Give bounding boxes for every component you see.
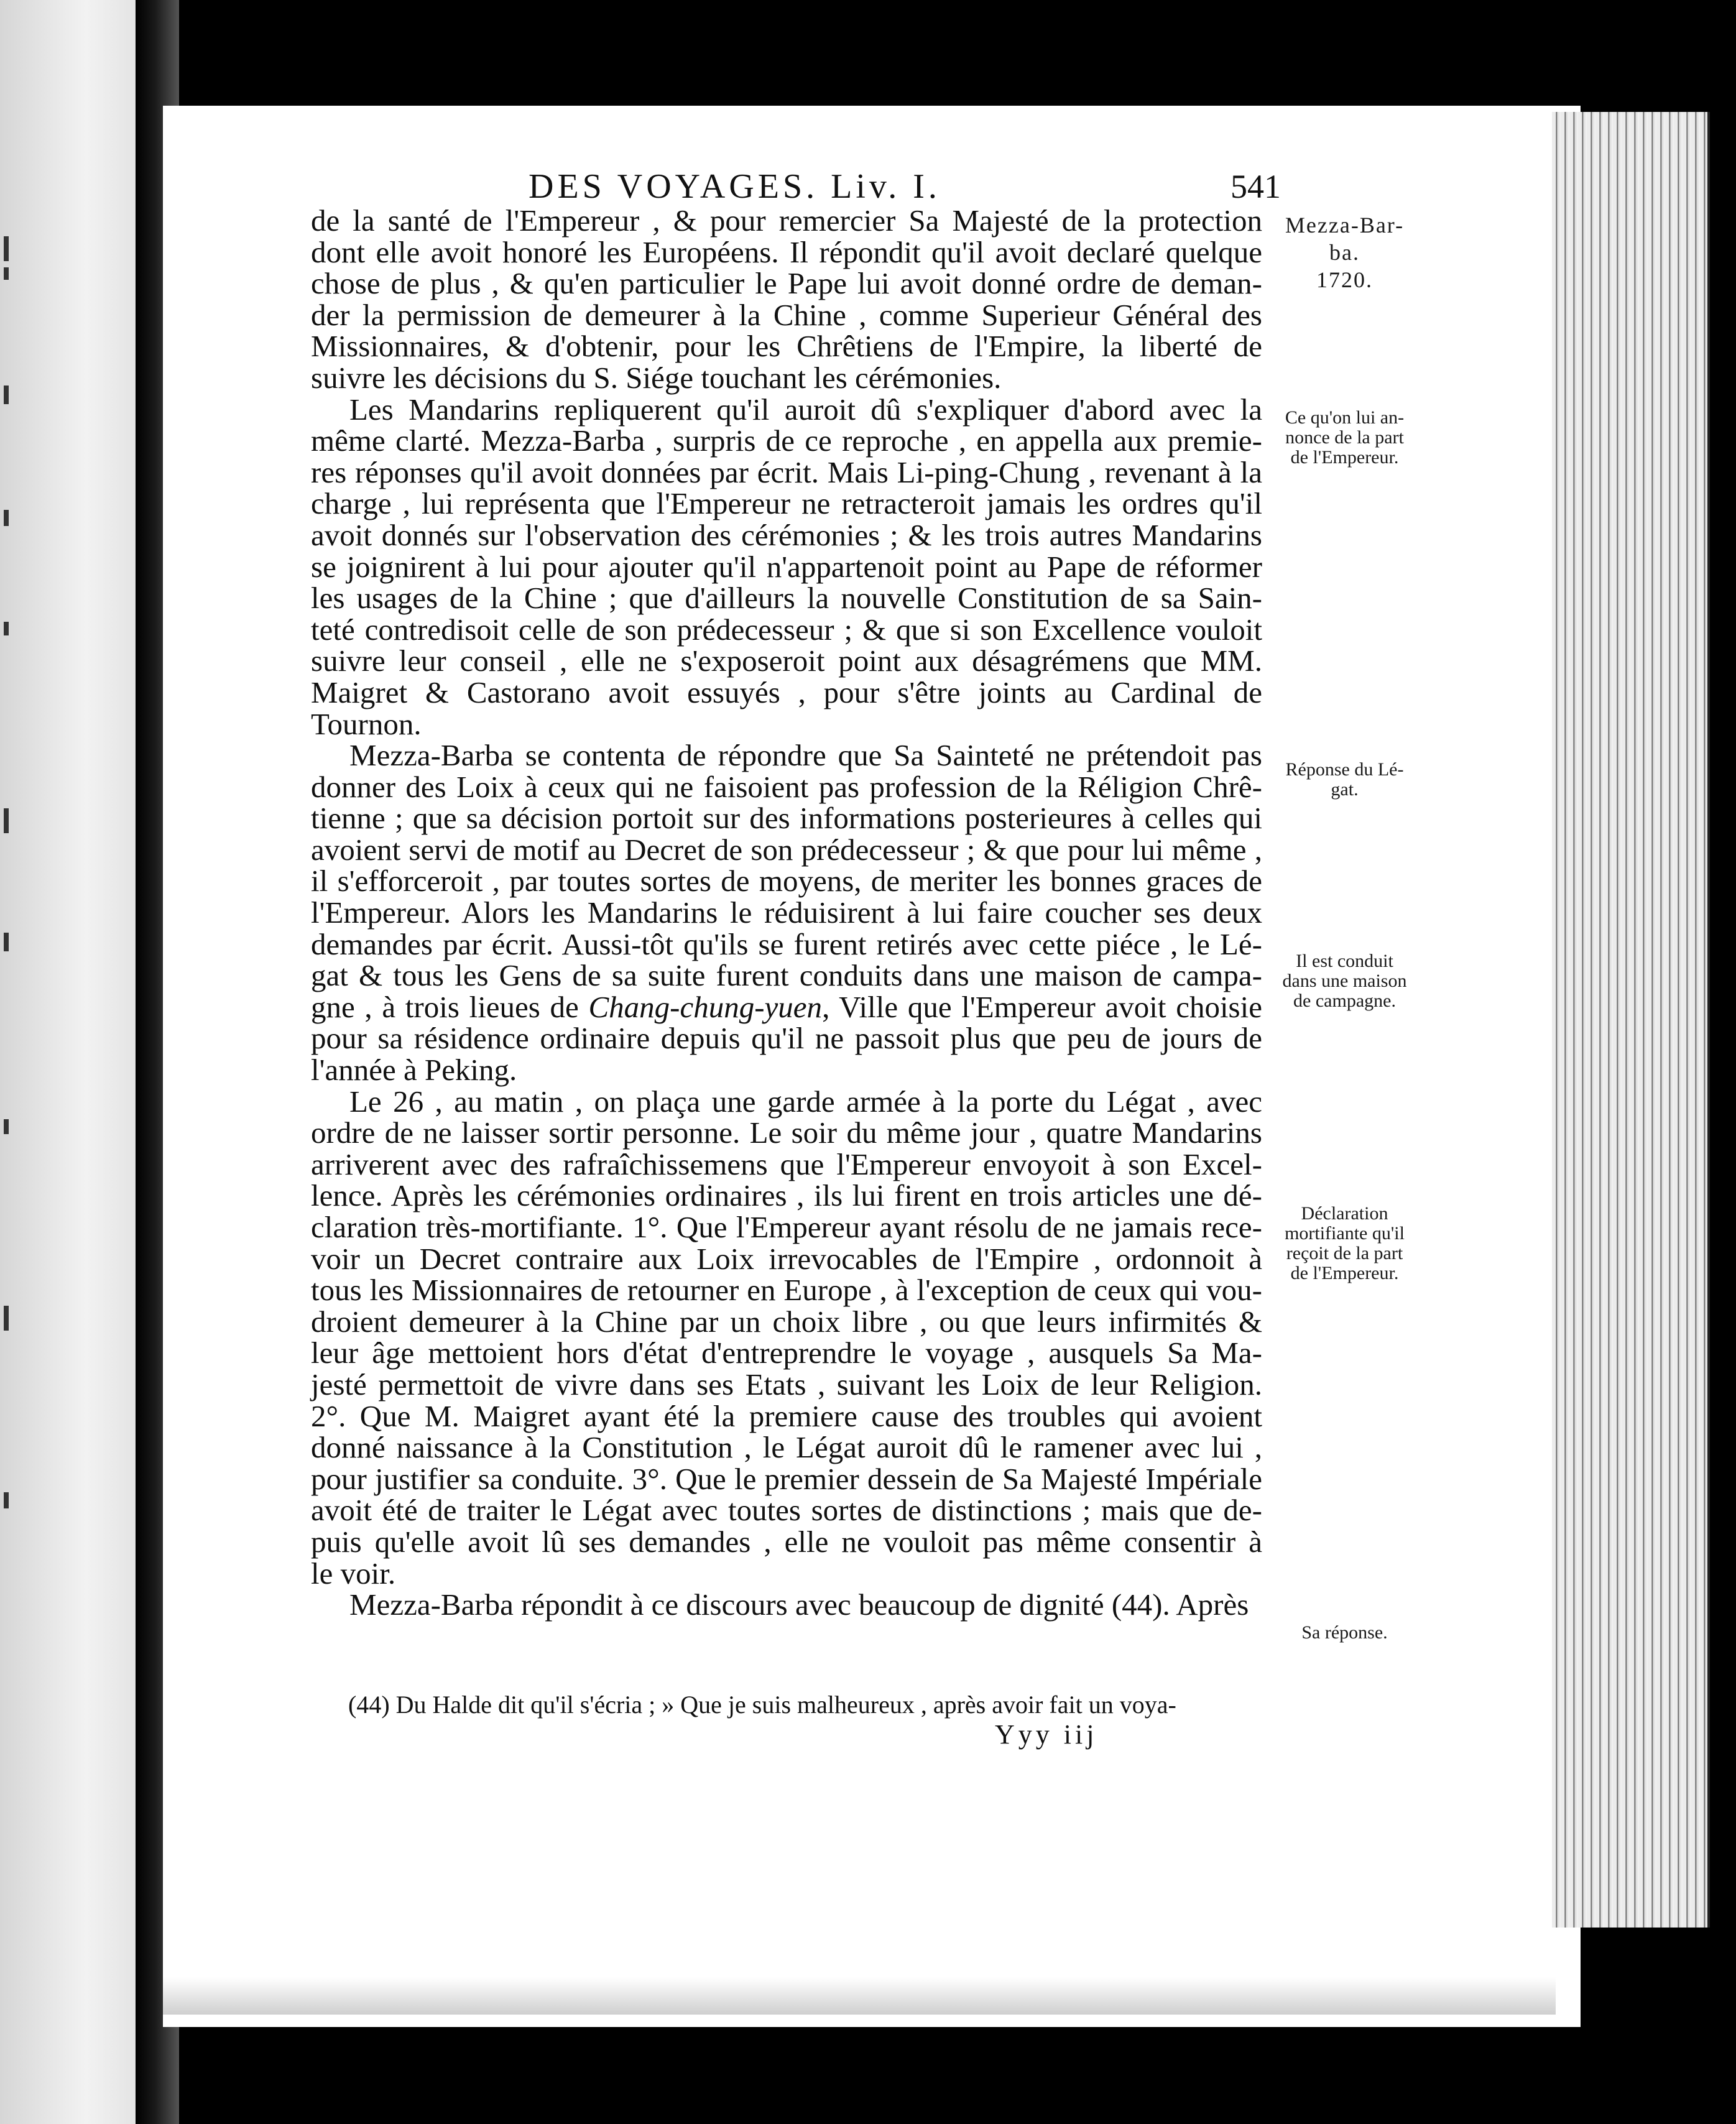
text-line: avoit donnés sur l'observation des cérémonies ; & les trois autres Mandarins: [311, 517, 1262, 552]
running-head: [529, 167, 1281, 206]
text-line: donné naissance à la Constitution , le Légat auroit dû le ramener avec lui ,: [311, 1430, 1262, 1465]
margin-note-date: [1268, 211, 1421, 293]
text-line: leur âge mettoient hors d'état d'entreprendre le voyage , ausquels Sa Ma-: [311, 1336, 1262, 1370]
text-line: lence. Après les cérémonies ordinaires , ils lui firent en trois articles une dé-: [311, 1178, 1262, 1213]
text-line: Tournon.: [311, 706, 422, 741]
margin-note-line: Réponse du Lé-: [1285, 759, 1404, 780]
page-bottom-shadow: [163, 1977, 1556, 2015]
text-line: Les Mandarins repliquerent qu'il auroit dû s'expliquer d'abord avec la: [349, 392, 1262, 427]
text-line: Mezza-Barba répondit à ce discours avec beaucoup de dignité (44). Après: [349, 1587, 1249, 1622]
text-line: res réponses qu'il avoit données par écrit. Mais Li-ping-Chung , revenant à la: [311, 455, 1262, 489]
text-line: droient demeurer à la Chine par un choix libre , ou que leurs infirmités &: [311, 1304, 1262, 1339]
margin-note-line: Ce qu'on lui an-: [1285, 407, 1405, 428]
text-line: ordre de ne laisser sortir personne. Le soir du même jour , quatre Mandarins: [311, 1115, 1262, 1150]
text-line: arriverent avec des rafraîchissemens que l'Empereur envoyoit à son Excel-: [311, 1147, 1262, 1181]
margin-note-line: 1720.: [1316, 267, 1373, 292]
text-line: der la permission de demeurer à la Chine , comme Superieur Général des: [311, 297, 1262, 332]
text-line: chose de plus , & qu'en particulier le Pape lui avoit donné ordre de deman-: [311, 266, 1262, 301]
text-line: dont elle avoit honoré les Européens. Il répondit qu'il avoit declaré quelque: [311, 234, 1262, 269]
margin-note-conduit: [1268, 951, 1421, 1011]
text-line: claration très-mortifiante. 1°. Que l'Empereur ayant résolu de ne jamais rece-: [311, 1210, 1262, 1244]
text-line: Maigret & Castorano avoit essuyés , pour s'être joints au Cardinal de: [311, 675, 1262, 709]
text-line: donner des Loix à ceux qui ne faisoient pas profession de la Réligion Chrê-: [311, 769, 1262, 804]
text-line: même clarté. Mezza-Barba , surpris de ce reproche , en appella aux premie-: [311, 423, 1262, 458]
margin-note-annonce: [1268, 408, 1421, 468]
text-line: l'année à Peking.: [311, 1053, 517, 1087]
text-line: suivre leur conseil , elle ne s'exposeroit point aux désagrémens que MM.: [311, 644, 1262, 678]
text-line: teté contredisoit celle de son prédecesseur ; & que si son Excellence vouloit: [311, 612, 1262, 647]
margin-note-line: reçoit de la part: [1286, 1243, 1403, 1263]
margin-note-line: de l'Empereur.: [1290, 447, 1399, 468]
text-line: pour sa résidence ordinaire depuis qu'il ne passoit plus que peu de jours de: [311, 1021, 1262, 1056]
footnote: (44) Du Halde dit qu'il s'écria ; » Que je suis malheureux , après avoir fait un voya-: [348, 1691, 1176, 1719]
text-line: Missionnaires, & d'obtenir, pour les Chrêtiens de l'Empire, la liberté de: [311, 329, 1262, 364]
margin-note-line: Il est conduit: [1296, 951, 1393, 971]
text-line: les usages de la Chine ; que d'ailleurs la nouvelle Constitution de sa Sain-: [311, 581, 1262, 616]
margin-note-line: Déclaration: [1301, 1203, 1388, 1224]
text-line: le voir.: [311, 1556, 396, 1591]
text-line: jesté permettoit de vivre dans ses Etats , suivant les Loix de leur Religion.: [311, 1367, 1262, 1401]
text-line: pour justifier sa conduite. 3°. Que le premier dessein de Sa Majesté Impériale: [311, 1461, 1262, 1496]
italic-place-name: Chang-chung-yuen: [588, 989, 823, 1024]
text-line: il s'efforceroit , par toutes sortes de moyens, de meriter les bonnes graces de: [311, 864, 1262, 898]
text-line: tienne ; que sa décision portoit sur des informations posterieures à celles qui: [311, 801, 1262, 836]
body-text: [311, 205, 1262, 1621]
margin-note-line: gat.: [1331, 779, 1359, 800]
margin-note-line: mortifiante qu'il: [1285, 1223, 1405, 1244]
margin-note-declaration: [1268, 1204, 1421, 1283]
margin-note-line: Mezza-Bar-: [1285, 213, 1405, 238]
text-line: l'Empereur. Alors les Mandarins le réduisirent à lui faire coucher ses deux: [311, 895, 1262, 930]
text-line: voir un Decret contraire aux Loix irrevocables de l'Empire , ordonnoit à: [311, 1241, 1262, 1276]
text-line: 2°. Que M. Maigret ayant été la premiere cause des troubles qui avoient: [311, 1398, 1262, 1433]
signature-mark: Yyy iij: [995, 1719, 1098, 1750]
text-line: suivre les décisions du S. Siége touchant les cérémonies.: [311, 360, 1002, 395]
margin-note-line: de l'Empereur.: [1290, 1263, 1399, 1283]
margin-note-line: ba.: [1329, 240, 1360, 265]
text-line: demandes par écrit. Aussi-tôt qu'ils se furent retirés avec cette piéce , le Lé-: [311, 926, 1262, 961]
text-line: Le 26 , au matin , on plaça une garde armée à la porte du Légat , avec: [349, 1084, 1262, 1119]
text-line: gne , à trois lieues de Chang-chung-yuen, Ville que l'Empereur avoit choisie: [311, 989, 1262, 1024]
page-number: 541: [1230, 168, 1281, 205]
margin-note-sa-reponse: [1268, 1623, 1421, 1643]
text-line: gat & tous les Gens de sa suite furent conduits dans une maison de campa-: [311, 958, 1262, 993]
text-line: tous les Missionnaires de retourner en Europe , à l'exception de ceux qui vou-: [311, 1273, 1262, 1308]
text-line: se joignirent à lui pour ajouter qu'il n'appartenoit point au Pape de réformer: [311, 549, 1262, 584]
margin-note-reponse-legat: [1268, 760, 1421, 800]
margin-note-line: nonce de la part: [1285, 427, 1404, 448]
page-edges: [1552, 112, 1710, 1928]
facing-page-edge: [0, 0, 143, 2124]
text-line: puis qu'elle avoit lû ses demandes , elle ne vouloit pas même consentir à: [311, 1524, 1262, 1559]
text-line: avoit été de traiter le Légat avec toutes sortes de distinctions ; mais que de-: [311, 1493, 1262, 1528]
running-head-title: DES VOYAGES. Liv. I.: [529, 167, 941, 206]
text-line: avoient servi de motif au Decret de son prédecesseur ; & que pour lui même ,: [311, 832, 1262, 867]
text-line: charge , lui représenta que l'Empereur ne retracteroit jamais les ordres qu'il: [311, 486, 1262, 521]
margin-note-line: dans une maison: [1282, 971, 1407, 991]
margin-note-line: de campagne.: [1293, 990, 1396, 1011]
text-line: de la santé de l'Empereur , & pour remercier Sa Majesté de la protection: [311, 203, 1262, 238]
margin-note-line: Sa réponse.: [1301, 1622, 1388, 1643]
text-line: Mezza-Barba se contenta de répondre que Sa Sainteté ne prétendoit pas: [349, 738, 1262, 773]
